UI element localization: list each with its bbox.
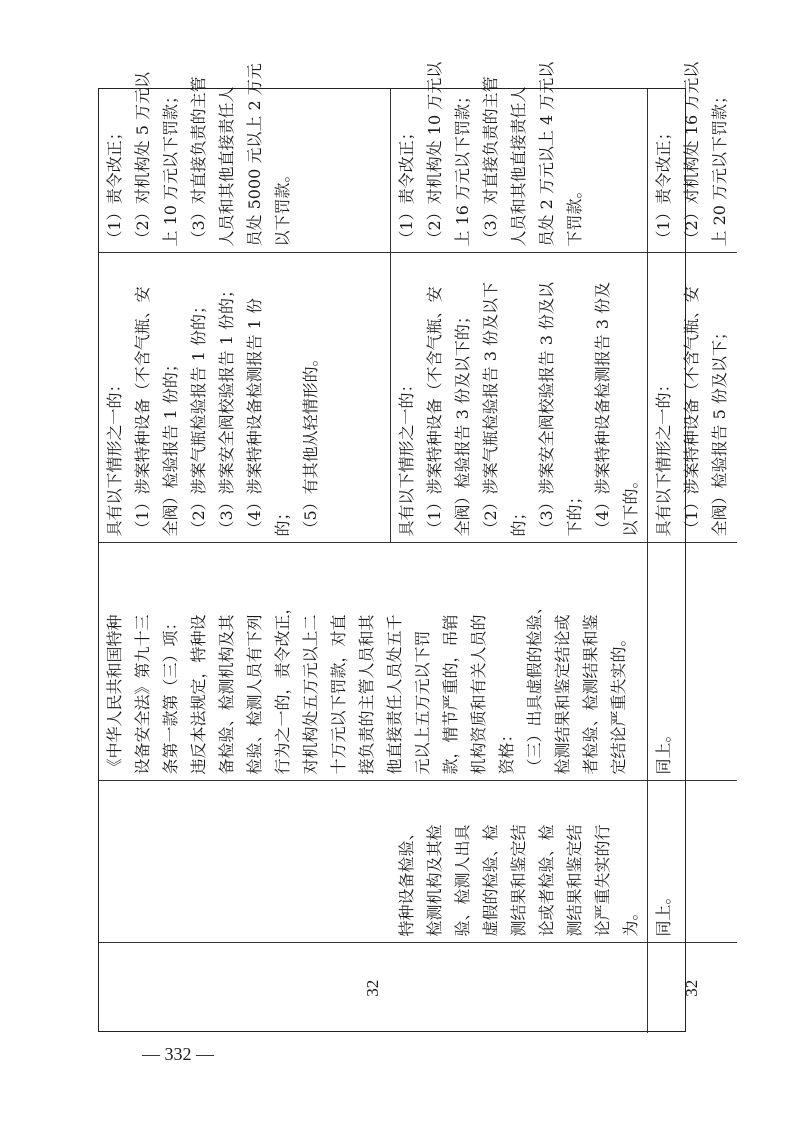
circumstance-cell — [390, 253, 647, 543]
basis-line: 者检验、检测结果和鉴 — [581, 614, 600, 775]
circumstance-line: （4）涉案特种设备检测报告 3 份及 — [592, 281, 612, 537]
legal-basis-cell: 同上。 — [647, 543, 737, 781]
circumstance-line: 具有以下情形之一的： — [105, 376, 124, 537]
row-number: 32 — [99, 943, 647, 1033]
circumstance-line: （1）涉案特种设备（不含气瓶、安 — [133, 286, 152, 537]
basis-line: 元以上五万元以下罚 — [413, 630, 432, 775]
circumstance-line: （4）涉案特种设备检测报告 1 份 — [245, 297, 264, 537]
basis-line: 设备安全法》第九十三 — [133, 614, 152, 775]
basis-line: 机构资质和有关人员的 — [469, 614, 488, 775]
act-line: 虚假的检验、检 — [480, 824, 500, 937]
basis-line: 检测结果和鉴定结论或 — [553, 614, 572, 775]
act-line: 测结果和鉴定结 — [564, 824, 584, 937]
penalty-cell — [390, 61, 647, 253]
circumstance-line: 全阀）检验报告 3 份及以下的； — [452, 308, 472, 537]
circumstance-line: （2）涉案气瓶检验报告 3 份及以下 — [480, 281, 500, 537]
penalty-line: 人员和其他直接责任人 — [217, 86, 236, 247]
act-line: 论或者检验、检 — [536, 824, 556, 937]
violation-act-cell — [99, 781, 647, 943]
penalty-table-frame — [98, 61, 729, 1032]
circumstance-line: （1）涉案特种设备（不含气瓶、安 — [424, 286, 444, 537]
penalty-line: 员处 2 万元以上 4 万元以 — [536, 61, 556, 247]
circumstance-line: （3）涉案安全阀校验报告 3 份及以 — [536, 281, 556, 537]
circumstance-line: 具有以下情形之一的： — [653, 376, 673, 537]
circumstance-line: 的； — [273, 504, 292, 537]
penalty-cell — [99, 63, 390, 253]
penalty-line: 员处 5000 元以上 2 万元 — [245, 63, 264, 247]
penalty-cell — [647, 61, 737, 253]
penalty-line: （2）对机构处 5 万元以 — [133, 71, 152, 247]
act-line: 测结果和鉴定结 — [508, 824, 528, 937]
penalty-line: （2）对机构处 16 万元以 — [681, 61, 701, 247]
act-line: 论严重失实的行 — [592, 824, 612, 937]
row-number: 32 — [647, 943, 737, 1033]
penalty-line: 人员和其他直接责任人 — [508, 86, 528, 247]
table-row — [647, 89, 737, 1033]
circumstance-line: 的； — [508, 504, 528, 537]
circumstance-line: 以下的。 — [620, 472, 640, 537]
circumstance-line: （2）涉案气瓶检验报告 1 份的； — [189, 297, 208, 537]
penalty-line: 以下罚款。 — [273, 166, 292, 247]
penalty-line: （3）对直接负责的主管 — [480, 76, 500, 247]
circumstance-line: 下的； — [564, 488, 584, 537]
basis-line: 检验、检测人员有下列 — [245, 614, 264, 775]
violation-act-cell: 同上。 — [647, 781, 737, 943]
basis-line: 他直接责任人员处五千 — [385, 614, 404, 775]
circumstance-line: 具有以下情形之一的： — [396, 376, 416, 537]
penalty-table — [99, 61, 737, 1033]
penalty-line: （3）对直接负责的主管 — [189, 76, 208, 247]
circumstance-line: 全阀）检验报告 5 份及以下； — [709, 324, 729, 537]
legal-basis-cell — [99, 543, 647, 781]
table-row — [99, 89, 390, 1033]
penalty-line: （1）责令改正； — [105, 124, 124, 247]
basis-line: （三）出具虚假的检验、 — [525, 598, 544, 775]
penalty-line: 上 16 万元以下罚款； — [452, 87, 472, 247]
page-number: — 332 — — [142, 1044, 214, 1064]
penalty-line: 上 20 万元以下罚款； — [709, 87, 729, 247]
act-line: 检测机构及其检 — [424, 824, 444, 937]
basis-line: 对机构处五万元以上二 — [301, 614, 320, 775]
basis-line: 违反本法规定，特种设 — [189, 614, 208, 775]
penalty-line: （1）责令改正； — [396, 124, 416, 247]
circumstance-line: （5）有其他从轻情形的。 — [301, 350, 320, 537]
circumstance-line: （1）涉案特种设备（不含气瓶、安 — [681, 286, 701, 537]
penalty-line: （1）责令改正； — [653, 124, 673, 247]
basis-line: 款，情节严重的，吊销 — [441, 614, 460, 775]
basis-line: 十万元以下罚款，对直 — [329, 614, 348, 775]
basis-line: 行为之一的，责令改正， — [273, 598, 292, 775]
penalty-line: 上 10 万元以下罚款； — [161, 87, 180, 247]
penalty-line: （2）对机构处 10 万元以 — [424, 61, 444, 247]
circumstance-cell — [647, 253, 737, 543]
circumstance-cell — [99, 253, 390, 543]
circumstance-line: （3）涉案安全阀校验报告 1 份的； — [217, 281, 236, 537]
basis-line: 条第一款第（三）项： — [161, 614, 180, 775]
basis-line: 备检验、检测机构及其 — [217, 614, 236, 775]
basis-line: 接负责的主管人员和其 — [357, 614, 376, 775]
basis-line: 资格： — [497, 726, 516, 775]
act-line: 为。 — [620, 904, 640, 937]
circumstance-line: 全阀）检验报告 1 份的； — [161, 356, 180, 537]
penalty-line: 下罚款。 — [564, 182, 584, 247]
basis-line: 定结论严重失实的。 — [609, 630, 628, 775]
act-line: 特种设备检验、 — [396, 824, 416, 937]
act-line: 验、检测人出具 — [452, 824, 472, 937]
basis-line: 《中华人民共和国特种 — [105, 614, 124, 775]
